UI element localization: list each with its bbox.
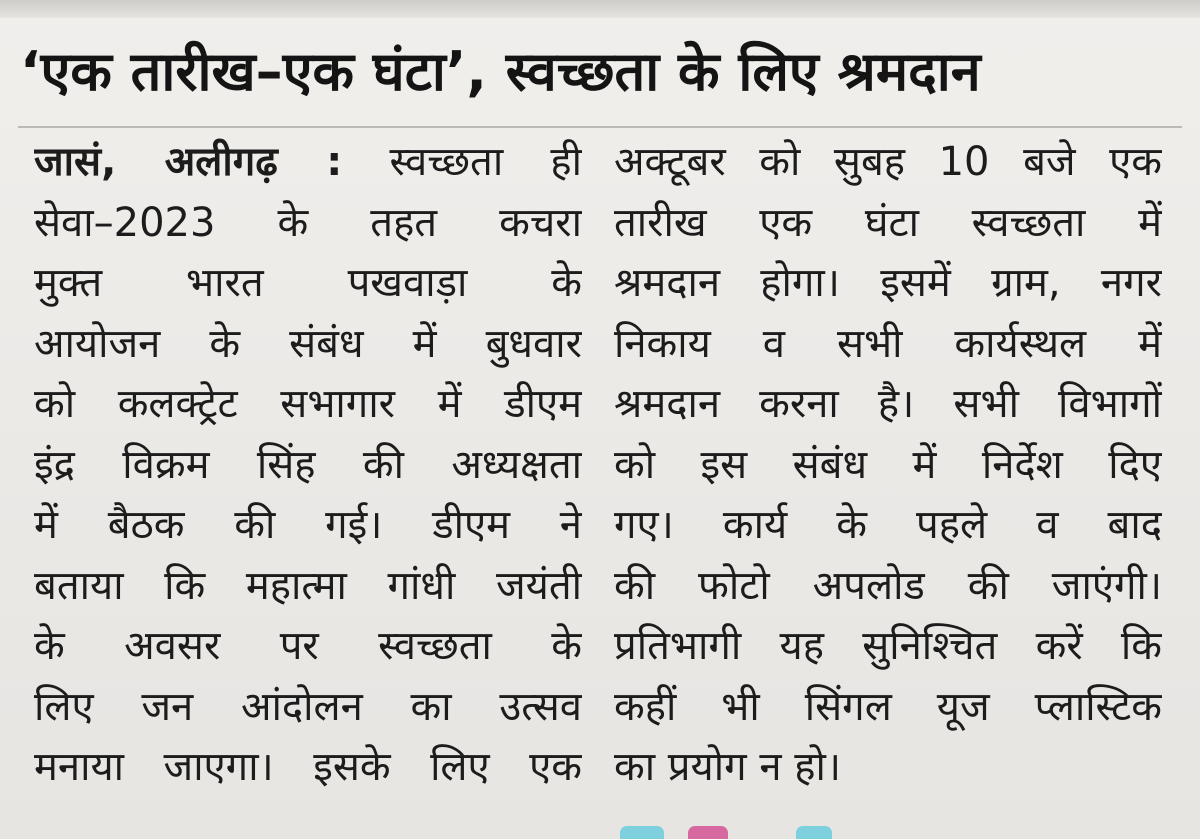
body-line: तारीख एक घंटा स्वच्छता में [614,199,1162,246]
cyan-bleed-mark [620,826,664,839]
body-line: निकाय व सभी कार्यस्थल में [614,320,1162,367]
body-line: गए। कार्य के पहले व बाद [614,502,1162,548]
headline-divider [18,126,1182,128]
body-line: सेवा–2023 के तहत कचरा [34,199,582,246]
body-line: की फोटो अपलोड की जाएंगी। [614,562,1162,609]
body-line: में बैठक की गई। डीएम ने [34,502,582,548]
body-line: के अवसर पर स्वच्छता के [34,623,582,669]
body-line: कहीं भी सिंगल यूज प्लास्टिक [614,683,1162,730]
article-column-left [34,132,582,798]
article-headline: ‘एक तारीख–एक घंटा’, स्वच्छता के लिए श्रमदान [20,40,981,103]
magenta-bleed-mark [688,826,728,839]
body-line: बताया कि महात्मा गांधी जयंती [34,562,582,609]
body-line-last: का प्रयोग न हो। [614,744,842,790]
article-column-right [614,132,1162,798]
dateline: जासं, अलीगढ़ : [34,139,343,185]
body-line: को इस संबंध में निर्देश दिए [614,441,1162,488]
body-line: को कलक्ट्रेट सभागार में डीएम [34,381,582,427]
body-line: लिए जन आंदोलन का उत्सव [34,683,582,730]
body-line: प्रतिभागी यह सुनिश्चित करें कि [614,623,1162,669]
cyan-bleed-mark [796,826,832,839]
body-line-text: स्वच्छता ही [389,139,582,185]
body-line: इंद्र विक्रम सिंह की अध्यक्षता [34,441,582,488]
body-line: अक्टूबर को सुबह 10 बजे एक [614,139,1162,185]
body-line: मनाया जाएगा। इसके लिए एक [34,744,582,790]
previous-article-edge [0,0,1200,18]
body-line: आयोजन के संबंध में बुधवार [34,320,582,367]
body-line: श्रमदान होगा। इसमें ग्राम, नगर [614,260,1162,306]
body-line: मुक्त भारत पखवाड़ा के [34,260,582,306]
body-line: श्रमदान करना है। सभी विभागों [614,381,1162,427]
body-line [34,132,582,193]
print-bleed-marks [560,826,980,839]
